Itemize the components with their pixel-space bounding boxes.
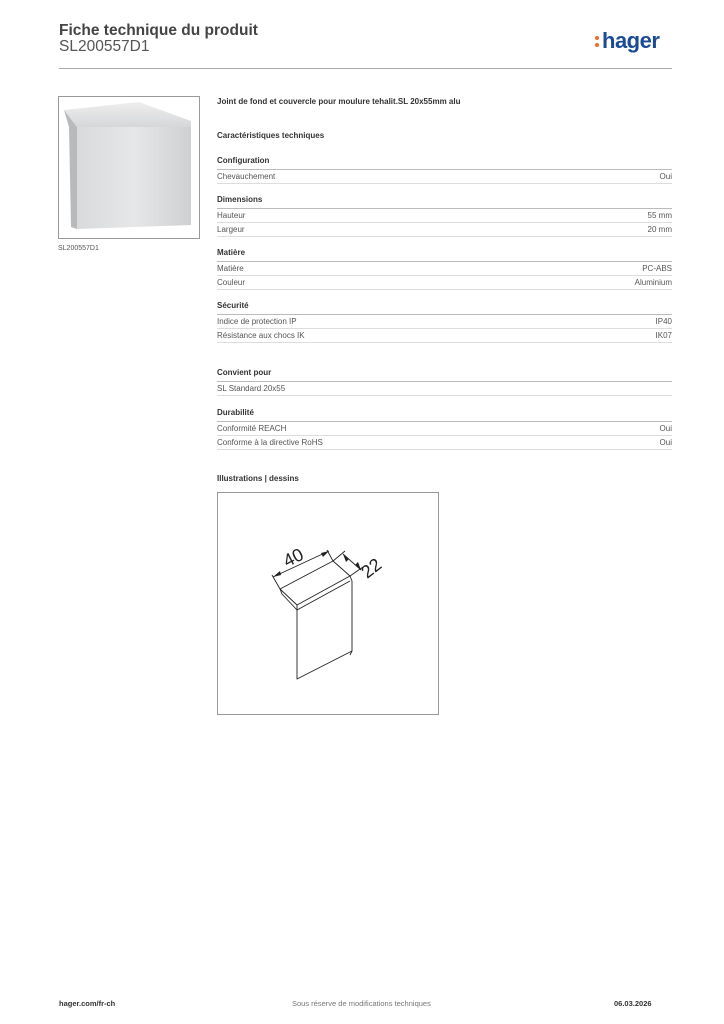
spec-label: Résistance aux chocs IK: [217, 331, 305, 340]
spec-row: [217, 209, 672, 223]
spec-row: [217, 329, 672, 343]
spec-label: Conforme à la directive RoHS: [217, 438, 323, 447]
spec-label: Hauteur: [217, 211, 246, 220]
logo-dots-icon: [595, 34, 601, 48]
spec-row: [217, 436, 672, 450]
header-divider: [59, 68, 672, 69]
section-title: Dimensions: [217, 195, 672, 209]
footer-date: 06.03.2026: [614, 999, 652, 1008]
section-dimensions: [217, 195, 672, 237]
spec-label: Matière: [217, 264, 244, 273]
section-suitable-for: [217, 368, 672, 396]
spec-label: Couleur: [217, 278, 246, 287]
logo-text: hager: [602, 28, 660, 53]
spec-label: SL Standard 20x55: [217, 384, 286, 393]
dimension-drawing-icon: [218, 493, 438, 714]
dim-depth-label: 22: [357, 554, 386, 583]
spec-value: Oui: [659, 424, 672, 433]
spec-value: IP40: [655, 317, 672, 326]
spec-value: Oui: [659, 172, 672, 181]
spec-row: [217, 382, 672, 396]
product-code: SL200557D1: [59, 38, 150, 55]
dim-width-label: 40: [279, 544, 307, 572]
spec-label: Indice de protection IP: [217, 317, 297, 326]
spec-label: Chevauchement: [217, 172, 276, 181]
section-title: Durabilité: [217, 408, 672, 422]
spec-row: [217, 422, 672, 436]
spec-value: Aluminium: [634, 278, 672, 287]
spec-label: Largeur: [217, 225, 245, 234]
product-image: [58, 96, 200, 239]
tech-characteristics-title: Caractéristiques techniques: [217, 131, 325, 140]
section-durability: [217, 408, 672, 450]
page-title: Fiche technique du produit: [59, 22, 258, 39]
spec-value: 55 mm: [647, 211, 672, 220]
section-configuration: [217, 156, 672, 184]
footer-website-link[interactable]: hager.com/fr-ch: [59, 999, 116, 1008]
spec-label: Conformité REACH: [217, 424, 287, 433]
footer-disclaimer: Sous réserve de modifications techniques: [292, 999, 431, 1008]
section-title: Sécurité: [217, 301, 672, 315]
image-caption: SL200557D1: [58, 245, 99, 252]
spec-value: 20 mm: [647, 225, 672, 234]
technical-drawing: [217, 492, 439, 715]
product-description: Joint de fond et couvercle pour moulure tehalit.SL 20x55mm alu: [217, 97, 461, 106]
spec-row: [217, 170, 672, 184]
section-material: [217, 248, 672, 290]
spec-value: PC-ABS: [642, 264, 672, 273]
illustrations-title: Illustrations | dessins: [217, 474, 299, 483]
spec-row: [217, 223, 672, 237]
cover-product-icon: [59, 97, 199, 238]
hager-logo: [595, 28, 659, 54]
spec-value: IK07: [655, 331, 672, 340]
spec-row: [217, 276, 672, 290]
section-title: Configuration: [217, 156, 672, 170]
section-title: Convient pour: [217, 368, 672, 382]
section-security: [217, 301, 672, 343]
section-title: Matière: [217, 248, 672, 262]
spec-row: [217, 262, 672, 276]
spec-row: [217, 315, 672, 329]
spec-value: Oui: [659, 438, 672, 447]
